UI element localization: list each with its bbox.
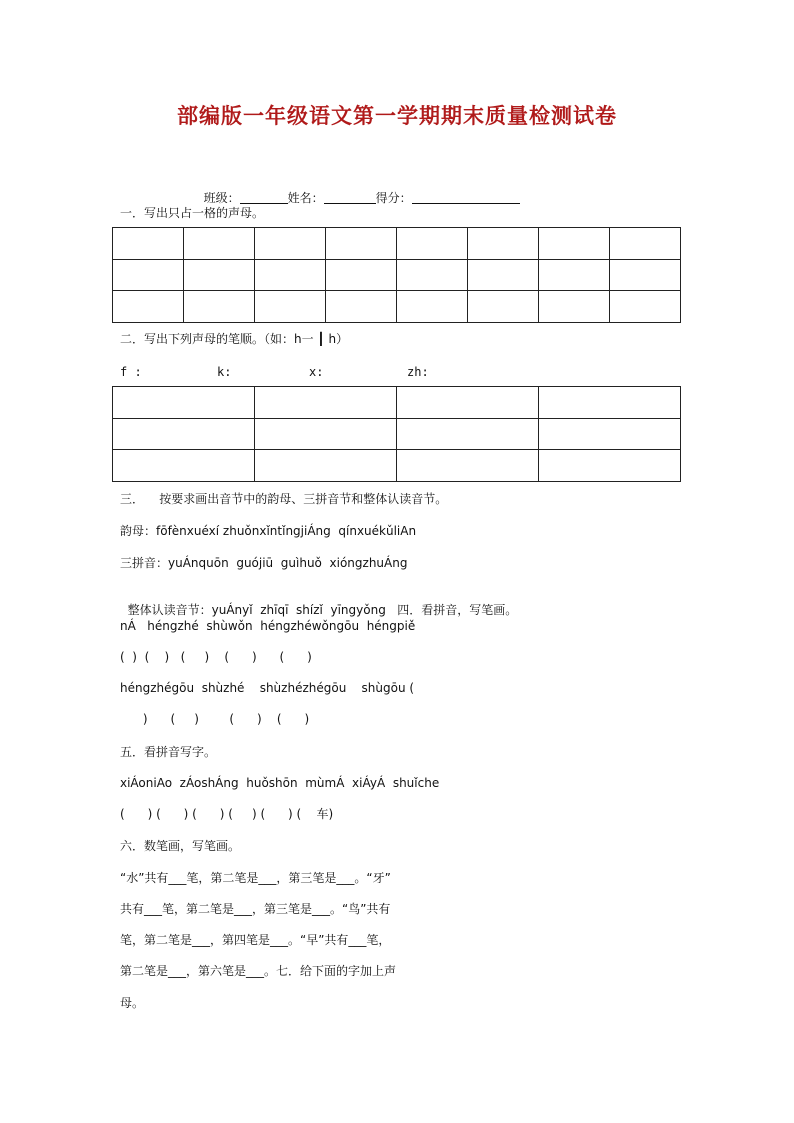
grid-cell[interactable] [610,259,681,291]
grid-table-1 [112,227,681,323]
stroke-item-f: f : [120,365,142,379]
grid-cell[interactable] [255,387,397,419]
yunmu-line: 韵母：fōfènxuéxí zhuǒnxǐntǐngjiÁng qínxuékǔliAn [120,524,417,538]
grid-cell[interactable] [539,418,681,450]
write-answer-row[interactable]: ( ) ( ) ( ) ( ) ( ) ( 车) [120,807,334,821]
stroke-pinyin-row-1: nÁ héngzhé shùwǒn héngzhéwǒngōu héngpiě [120,619,416,633]
grid-cell[interactable] [113,387,255,419]
grid-cell[interactable] [468,291,539,323]
stroke-item-k: k: [217,365,232,379]
grid-cell[interactable] [184,259,255,291]
grid-cell[interactable] [397,259,468,291]
grid-cell[interactable] [397,228,468,260]
section-6-heading: 六．数笔画，写笔画。 [120,839,241,853]
section-4-heading: 四．看拼音，写笔画。 [397,603,518,617]
zhengti-line [120,586,517,618]
section-3-heading: 三． 按要求画出音节中的韵母、三拼音节和整体认读音节。 [120,492,448,506]
page-title: 部编版一年级语文第一学期期末质量检测试卷 [177,103,617,128]
stroke-answer-row-1[interactable]: ( ) ( ) ( ) ( ) ( ) [120,650,312,664]
grid-cell[interactable] [397,418,539,450]
stroke-count-line-3: 笔，第二笔是___，第四笔是___。“早”共有___笔， [120,933,391,947]
grid-cell[interactable] [539,450,681,482]
grid-cell[interactable] [610,291,681,323]
zhengti-text: 整体认读音节：yuÁnyǐ zhīqī shízǐ yīngyǒng [127,603,386,617]
score-label: 得分： [375,191,412,205]
name-blank[interactable] [324,190,376,204]
grid-cell[interactable] [326,259,397,291]
stroke-item-x: x: [309,365,324,379]
grid-cell[interactable] [255,228,326,260]
grid-cell[interactable] [539,291,610,323]
grid-cell[interactable] [113,291,184,323]
grid-cell[interactable] [397,291,468,323]
grid-cell[interactable] [255,259,326,291]
grid-cell[interactable] [113,228,184,260]
info-line [196,174,520,206]
grid-cell[interactable] [113,259,184,291]
grid-cell[interactable] [255,450,397,482]
grid-cell[interactable] [326,228,397,260]
grid-cell[interactable] [397,450,539,482]
stroke-item-zh: zh: [407,365,429,379]
sanpin-line: 三拼音：yuÁnquōn guójiū guìhuǒ xióngzhuÁng [120,556,408,570]
stroke-count-line-4: 第二笔是___，第六笔是___。七．给下面的字加上声 [120,964,397,978]
grid-cell[interactable] [468,259,539,291]
grid-cell[interactable] [184,228,255,260]
stroke-count-line-2: 共有___笔，第二笔是___，第三笔是___。“鸟”共有 [120,902,391,916]
section-2-heading: 二．写出下列声母的笔顺。（如：h一 ┃ h） [120,332,349,346]
section-1-heading: 一．写出只占一格的声母。 [120,206,265,220]
class-blank[interactable] [240,190,288,204]
write-pinyin-row: xiÁoniAo zÁoshÁng huǒshōn mùmÁ xiÁyÁ shuǐche [120,776,440,790]
score-blank[interactable] [412,190,520,204]
section-5-heading: 五．看拼音写字。 [120,745,217,759]
grid-cell[interactable] [397,387,539,419]
grid-cell[interactable] [539,228,610,260]
grid-cell[interactable] [113,418,255,450]
class-label: 班级： [203,191,240,205]
stroke-pinyin-row-2: héngzhégōu shùzhé shùzhézhégōu shùgōu ( [120,681,415,695]
grid-cell[interactable] [113,450,255,482]
grid-cell[interactable] [539,387,681,419]
grid-cell[interactable] [610,228,681,260]
grid-cell[interactable] [184,291,255,323]
grid-cell[interactable] [468,228,539,260]
grid-cell[interactable] [255,418,397,450]
grid-cell[interactable] [255,291,326,323]
grid-table-2 [112,386,681,482]
grid-cell[interactable] [539,259,610,291]
stroke-answer-row-2[interactable]: ) ( ) ( ) ( ) [120,712,310,726]
name-label: 姓名： [287,191,324,205]
grid-cell[interactable] [326,291,397,323]
stroke-count-line-1: “水”共有___笔，第二笔是___，第三笔是___。“牙” [120,871,391,885]
stroke-count-line-5: 母。 [120,996,145,1010]
